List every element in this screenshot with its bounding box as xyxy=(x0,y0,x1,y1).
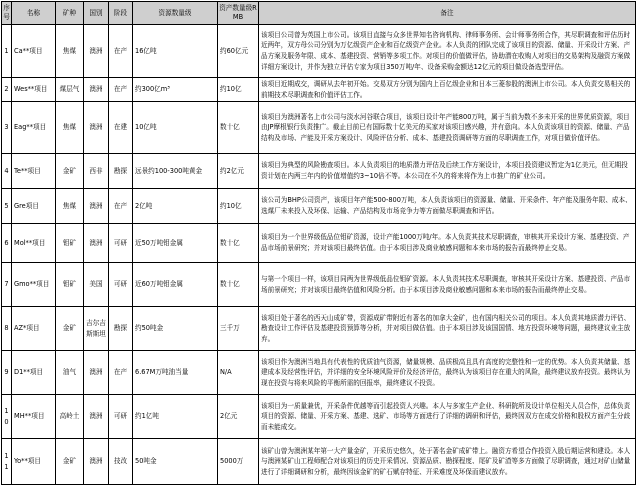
project-table xyxy=(1,1,636,485)
cell-resource: 约300亿m³ xyxy=(133,78,218,102)
cell-country: 澳洲 xyxy=(84,102,109,154)
cell-seq: 10 xyxy=(2,395,12,439)
cell-country: 西非 xyxy=(84,154,109,189)
cell-remark: 该项目处于著名的西天山成矿带，资源成矿带附近有著名的加拿大金矿，也有国内相关公司的项目。本人负责其地质潜力评估、勘查设计工作评估及基建投资预算等分析，并对项目做估值。由于本项目涉及该国国情、地方投资环境等问题，最终建议业主放弃。 xyxy=(259,307,636,351)
cell-remark: 该项目为典型的风险勘查项目。本人负责项目的地质潜力评估及后续工作方案设计，本项目投资建议暂定为1亿美元，但无期投资计划在内两三年内的价值增值约3~10倍不等。本公司在不久的将来将作为上市推广的矿业公司。 xyxy=(259,154,636,189)
cell-stage: 可研 xyxy=(109,395,133,439)
cell-resource: 近50万吨钼金属 xyxy=(133,224,218,263)
cell-country: 澳洲 xyxy=(84,224,109,263)
header-row xyxy=(2,2,636,25)
cell-name: Te**项目 xyxy=(12,154,56,189)
cell-mineral: 油气 xyxy=(56,351,84,395)
cell-asset: 约60亿元 xyxy=(218,25,259,78)
header-country: 国别 xyxy=(84,2,109,25)
cell-asset: 数十亿 xyxy=(218,224,259,263)
cell-remark: 该项目近期成交，调研从去年初开始。交易双方分别为国内上百亿级企业和日本三菱参股的澳洲上市公司。本人负责交易相关的前期技术尽职调查和价值评估工作。 xyxy=(259,78,636,102)
cell-remark: 该公司为BHP公司资产，该项目年产能500-800万吨，本人负责该项目的资源量、储量、开采条件、年产能及服务年限、成本、选煤厂未来投入及环保、运输、产品结构及市场竞争力等方面做尽职调查和评估。 xyxy=(259,189,636,224)
cell-name: Wes**项目 xyxy=(12,78,56,102)
table-row xyxy=(2,154,636,189)
table-row xyxy=(2,25,636,78)
cell-stage: 勘探 xyxy=(109,154,133,189)
cell-mineral: 金矿 xyxy=(56,439,84,485)
header-stage: 阶段 xyxy=(109,2,133,25)
cell-stage: 可研 xyxy=(109,263,133,307)
cell-name: Mol**项目 xyxy=(12,224,56,263)
cell-resource: 约1亿吨 xyxy=(133,395,218,439)
cell-mineral: 高岭土 xyxy=(56,395,84,439)
cell-stage: 在产 xyxy=(109,78,133,102)
table-row xyxy=(2,102,636,154)
cell-resource: 2亿吨 xyxy=(133,189,218,224)
cell-remark: 该项目公司曾为英国上市公司。该项目直接与众多世界知名咨询机构、律师事务所、会计师事务所合作，其尽职调查和评估历时近两年，双方母公司分别为万亿级资产企业和百亿级资产企业。本人负责的团队完成了该项目的资源、储量、开采设计方案、产品方案及服务年限、成本、基建投资、营销等多项工作。对项目的价值做评估，协助潜在收购人对项目的交易架构及融资方案做详细方案设计，并作为独立评估专家为项目350万吨/年、设备采购金额达12亿元的项目做设备选型评估。 xyxy=(259,25,636,78)
cell-name: Eag**项目 xyxy=(12,102,56,154)
cell-seq: 3 xyxy=(2,102,12,154)
header-seq: 序号 xyxy=(2,2,12,25)
cell-seq: 8 xyxy=(2,307,12,351)
cell-mineral: 煤层气 xyxy=(56,78,84,102)
cell-country: 澳洲 xyxy=(84,439,109,485)
cell-stage: 技改 xyxy=(109,439,133,485)
cell-remark: 该项目为一个世界级低品位钼矿资源，设计产能1000万吨/年。本人负责其技术尽职调查，审核其开采设计方案、基建投资、产品市场前景研究；并对该项目最终估值。由于本项目涉及商业敏感问题和本来市场的报告而最终停止交易。 xyxy=(259,224,636,263)
cell-name: Ca**项目 xyxy=(12,25,56,78)
cell-asset: 约2亿元 xyxy=(218,154,259,189)
cell-asset: 5000万 xyxy=(218,439,259,485)
cell-remark: 与第一个项目一样，该项目同两为世界级低品位钼矿资源。本人负责其技术尽职调查，审核其开采设计方案、基建投资、产品市场前景研究；并对该项目最终估值和风险分析。由于本项目涉及商业敏感问题和本来市场的报告而最终停止交易。 xyxy=(259,263,636,307)
cell-seq: 9 xyxy=(2,351,12,395)
cell-seq: 2 xyxy=(2,78,12,102)
header-remark: 备注 xyxy=(259,2,636,25)
table-row xyxy=(2,263,636,307)
cell-stage: 在产 xyxy=(109,351,133,395)
cell-mineral: 金矿 xyxy=(56,307,84,351)
cell-asset: 数十亿 xyxy=(218,263,259,307)
table-row xyxy=(2,307,636,351)
cell-mineral: 焦煤 xyxy=(56,102,84,154)
cell-name: D1**项目 xyxy=(12,351,56,395)
header-mineral: 矿种 xyxy=(56,2,84,25)
cell-country: 澳洲 xyxy=(84,78,109,102)
cell-mineral: 钼矿 xyxy=(56,263,84,307)
cell-country: 澳洲 xyxy=(84,395,109,439)
cell-country: 澳洲 xyxy=(84,189,109,224)
cell-seq: 6 xyxy=(2,224,12,263)
cell-country: 澳洲 xyxy=(84,351,109,395)
cell-name: AZ*项目 xyxy=(12,307,56,351)
cell-resource: 16亿吨 xyxy=(133,25,218,78)
cell-remark: 该项目为一质量兼优，开采条件优越等而引起投资人兴趣。本人与多家生产企业、科研院所及设计单位相关人员合作，总体负责项目的资源、储量、开采方案、基建、选矿、市场等方面进行了详细的调研和评估，最终因双方在成交价格和股权方面产生分歧而未能成交。 xyxy=(259,395,636,439)
project-table-container xyxy=(1,1,635,485)
cell-asset: 约10亿 xyxy=(218,189,259,224)
header-asset: 资产数量级RMB xyxy=(218,2,259,25)
cell-stage: 可研 xyxy=(109,224,133,263)
cell-seq: 4 xyxy=(2,154,12,189)
cell-remark: 该矿山曾为澳洲某年第一大产量金矿，开采历史悠久，处于著名金矿成矿带上。融资方希望合作投资入股后期运营和建设。本人与澳洲某矿山工程师配合对该项目的历史开采情况、资源品质、勘探程度、尾矿及矿渣等多方面做了尽职调查，通过对矿山储量进行了详细调研和分析，最终因该金矿的矿石赋存特征、开采难度及环保而建议放弃。 xyxy=(259,439,636,485)
cell-mineral: 金矿 xyxy=(56,154,84,189)
cell-remark: 该项目作为澳洲当地具有代表性的优质油气资源，储量规模、品质极高且具有高度的完整性和一定的优势。本人负责其储量、基建成本及经营性评估，并详细的安全环境风险评价及经济评估，最终认为该项目存在重大的风险，最终建议放弃投资。最终认为现在投资与将来风险的平衡所需的回报率，最终建议不投资。 xyxy=(259,351,636,395)
table-row xyxy=(2,351,636,395)
cell-resource: 远景约100-300吨黄金 xyxy=(133,154,218,189)
cell-mineral: 钼矿 xyxy=(56,224,84,263)
cell-seq: 7 xyxy=(2,263,12,307)
cell-resource: 6.67M万吨油当量 xyxy=(133,351,218,395)
cell-stage: 在产 xyxy=(109,25,133,78)
table-row xyxy=(2,78,636,102)
cell-stage: 在产 xyxy=(109,189,133,224)
cell-resource: 约50吨金 xyxy=(133,307,218,351)
cell-name: MH**项目 xyxy=(12,395,56,439)
cell-resource: 近60万吨钼金属 xyxy=(133,263,218,307)
cell-stage: 在建 xyxy=(109,102,133,154)
cell-name: Yo**项目 xyxy=(12,439,56,485)
cell-mineral: 焦煤 xyxy=(56,25,84,78)
cell-asset: N/A xyxy=(218,351,259,395)
cell-name: Gre项目 xyxy=(12,189,56,224)
cell-country: 美国 xyxy=(84,263,109,307)
header-name: 名称 xyxy=(12,2,56,25)
cell-country: 澳洲 xyxy=(84,25,109,78)
cell-name: Gmo**项目 xyxy=(12,263,56,307)
table-row xyxy=(2,224,636,263)
cell-asset: 约10亿 xyxy=(218,78,259,102)
cell-mineral: 焦煤 xyxy=(56,189,84,224)
cell-seq: 5 xyxy=(2,189,12,224)
cell-resource: 10亿吨 xyxy=(133,102,218,154)
table-row xyxy=(2,189,636,224)
table-row xyxy=(2,439,636,485)
cell-seq: 1 xyxy=(2,25,12,78)
cell-seq: 11 xyxy=(2,439,12,485)
table-row xyxy=(2,395,636,439)
cell-remark: 该项目为澳洲著名上市公司与淡水河谷联合项目，该项目设计年产能800万吨，属于当前为数不多未开采的世界优质资源，项目由JP摩根银行负责推广。截止目前已有国际数十亿美元的买家对该项目感兴趣，并有意向。本人负责该项目的资源、储量、产品结构及市场、产能及开采方案设计、风险评估分析、成本、基建投资调研等方面的尽职调查工作，对项目做价值评估。 xyxy=(259,102,636,154)
cell-resource: 50吨金 xyxy=(133,439,218,485)
cell-stage: 勘探 xyxy=(109,307,133,351)
cell-asset: 2亿元 xyxy=(218,395,259,439)
cell-asset: 三千万 xyxy=(218,307,259,351)
cell-country: 吉尔吉斯斯坦 xyxy=(84,307,109,351)
cell-asset: 数十亿 xyxy=(218,102,259,154)
header-resource: 资源数量级 xyxy=(133,2,218,25)
